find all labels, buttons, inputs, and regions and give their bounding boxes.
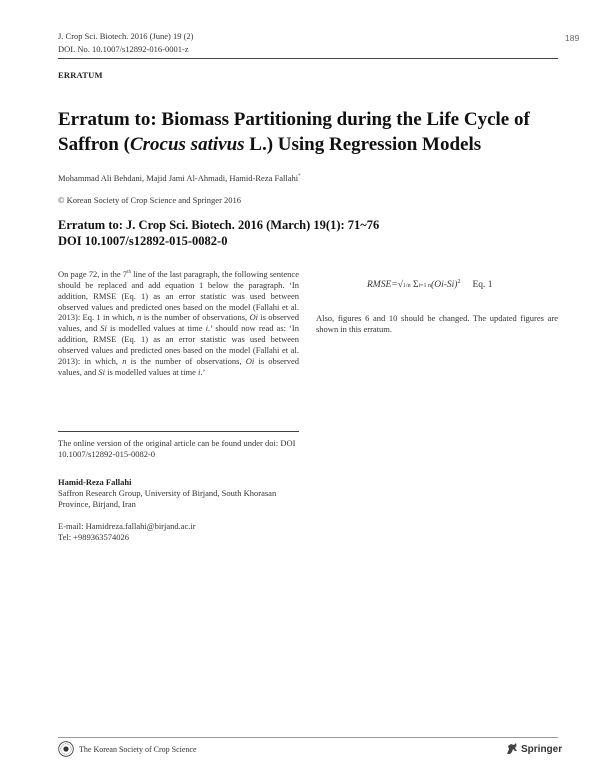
equation-fraction: 1/n [402,283,411,290]
title-part1: Erratum to: Biomass Partitioning during the Life Cycle of Saffron ( [58,109,530,155]
sqrt-symbol: √ [397,280,403,291]
authors-list: Mohammad Ali Behdani, Majid Jami Al-Ahmadi, Hamid-Reza Fallahi [58,173,299,183]
body-text: is modelled values at time [106,323,206,334]
body-text: On page 72, in the 7 [58,268,128,279]
corresponding-author-affiliation: Saffron Research Group, University of Birjand, South Khorasan Province, Birjand, Iran [58,488,277,509]
page-number: 189 [565,33,580,43]
equation-exponent: 2 [457,279,461,285]
header-divider [58,58,558,59]
title-species: Crocus sativus [129,134,245,155]
footnote-divider [58,431,299,432]
subtitle-doi: DOI 10.1007/s12892-015-0082-0 [58,234,228,248]
body-text: is observed values, and [58,356,299,377]
corresponding-author-mark: * [298,174,301,180]
copyright-line: © Korean Society of Crop Science and Springer 2016 [58,195,242,205]
body-text: is the number of observations, [126,356,246,367]
body-paragraph-right: Also, figures 6 and 10 should be changed. The updated figures are shown in this erratum. [316,313,558,334]
erratum-subtitle [58,217,553,249]
rmse-equation [367,279,493,290]
equation-number: Eq. 1 [472,280,493,291]
section-label: ERRATUM [58,70,103,80]
corresponding-author-name: Hamid-Reza Fallahi [58,477,132,487]
body-text: is modelled values at time [105,366,199,377]
article-title [58,107,553,157]
body-variable: n [137,312,142,323]
body-variable: Oi [245,356,255,367]
corresponding-author-email: E-mail: Hamidreza.fallahi@birjand.ac.ir [58,521,196,531]
footer-divider [58,737,558,738]
sum-symbol: Σ [412,280,419,291]
body-variable: n [122,356,127,367]
authors [58,173,301,183]
body-variable: Si [100,323,107,334]
footer-society-name: The Korean Society of Crop Science [79,745,197,754]
body-variable: Si [98,366,105,377]
body-text: is the number of observations, [141,312,250,323]
equation-term: (Oi-Si) [431,280,458,291]
body-variable: i [205,323,208,334]
body-variable: i [198,366,201,377]
body-variable: Oi [249,312,258,323]
springer-horse-icon [505,742,519,756]
sum-limits: i=1 n [418,283,432,290]
body-text: is observed values, and [58,312,299,334]
body-text: .’ [200,366,206,377]
body-text: line of the last paragraph, the following sentence should be replaced and add equation 1 below the paragraph. ‘In addition, RMSE (Eq. 1) as an error statistic was used between observed values and predicted ones based on the model (Fallahi et al. 2013): Eq. 1 in which, [58,268,299,323]
title-part2: L.) Using Regression Models [244,134,482,155]
society-seal-icon [58,741,74,757]
online-version-note: The online version of the original article can be found under doi: DOI 10.1007/s12892-015-0082-0 [58,438,296,459]
corresponding-author-tel: Tel: +989363574026 [58,532,130,542]
equation-lhs: RMSE= [367,280,398,291]
body-superscript: th [127,270,131,275]
footer-publisher-name: Springer [521,744,563,755]
running-head-journal: J. Crop Sci. Biotech. 2016 (June) 19 (2) [58,31,194,41]
body-text: .’ should now read as: ‘In addition, RMSE (Eq. 1) as an error statistic was used between observed values and predicted ones based on the model (Fallahi et al. 2013): in which, [58,323,299,367]
subtitle-citation: Erratum to: J. Crop Sci. Biotech. 2016 (March) 19(1): 71~76 [58,218,380,232]
running-head-doi: DOI. No. 10.1007/s12892-016-0001-z [58,44,189,54]
body-paragraph-left [58,268,299,378]
